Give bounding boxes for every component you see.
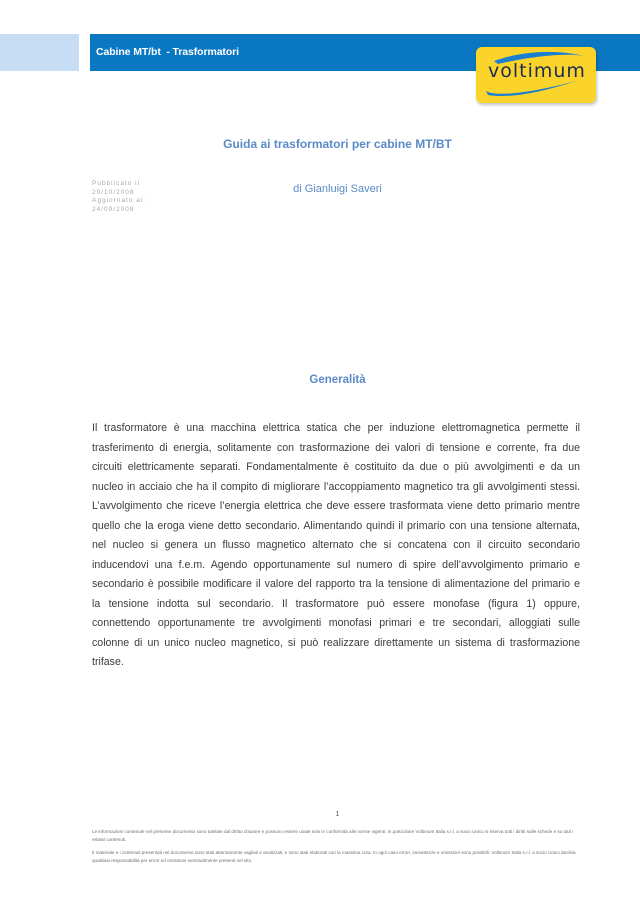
published-date: 20/10/2008 [92, 188, 135, 196]
body-line: la tensione indotta sul secondario. Il trasformatore può essere monofase (figura 1) oppure, [92, 597, 580, 610]
body-line: connettendo opportunamente tre avvolgimenti monofasi primari e tre secondari, alloggiati sulle [92, 617, 580, 629]
updated-label: Aggiornato al: [92, 197, 147, 204]
section-heading: Generalità [309, 374, 366, 386]
body-line: colonne di un unico nucleo magnetico, si può realizzare direttamente un sistema di trasformazione [92, 636, 580, 649]
published-label: Pubblicato il [92, 180, 141, 187]
page-number: 1 [335, 811, 340, 818]
body-line: nel nucleo si genera un flusso magnetico alternato che si concatena con il circuito secondario [92, 539, 580, 551]
footer-disclaimer [92, 828, 584, 870]
body-line: circuiti elettricamente separati. Fondamentalmente è costituito da due o più avvolgimenti e da un [92, 461, 580, 473]
body-line: inducendovi una f.e.m. Agendo opportunamente sul numero di spire dell’avvolgimento primario e [92, 558, 580, 571]
body-line: Il trasformatore è una macchina elettrica statica che per induzione elettromagnetica permette il [92, 422, 580, 434]
updated-date: 24/09/2008 [92, 205, 135, 213]
header-accent-block [0, 34, 79, 71]
body-line: nucleo in acciaio che ha il compito di migliorare l’accoppiamento magnetico tra gli avvolgimenti stessi. [92, 480, 580, 493]
body-line: trasferimento di energia, solitamente con trasformazione dei valori di tensione e corrente, fra due [92, 441, 580, 454]
document-title: Guida ai trasformatori per cabine MT/BT [223, 137, 452, 151]
body-line: L’avvolgimento che riceve l’energia elettrica che deve essere trasformata viene detto primario mentre [92, 500, 580, 512]
body-line: secondario è possibile modificare il valore del rapporto tra la tensione di alimentazione del primario e [92, 578, 580, 590]
disclaimer-copyright: Le informazioni contenute nel presente documento sono tutelate dal diritto d'autore e possono essere usate solo in conformità alle norme vigenti. In particolare Voltimum Italia s.r.l. a socio Unico si riserva tutti i diritti sulle schede e su tutti i relativi contenuti. [92, 829, 574, 842]
voltimum-logo [476, 47, 596, 103]
header-title: Cabine MT/bt - Trasformatori [96, 46, 239, 58]
document-author: di Gianluigi Saveri [293, 183, 382, 195]
disclaimer-liability: Il materiale e i contenuti presentati nel documento sono stati attentamente vagliati e analizzati, e sono stati elaborati con la massima cura. In ogni caso errori, inesattezze e omissioni sono possibili. Voltimum Italia s.r.l. a socio Unico declina qualsiasi responsabilità per errori ed omissioni eventualmente presenti nel sito. [92, 850, 576, 863]
section-body [92, 419, 580, 673]
body-line: trifase. [92, 656, 124, 668]
body-line: quello che la eroga viene detto secondario. Alimentando quindi il primario con una tensione alternata, [92, 519, 580, 532]
logo-text: voltimum [488, 60, 586, 82]
